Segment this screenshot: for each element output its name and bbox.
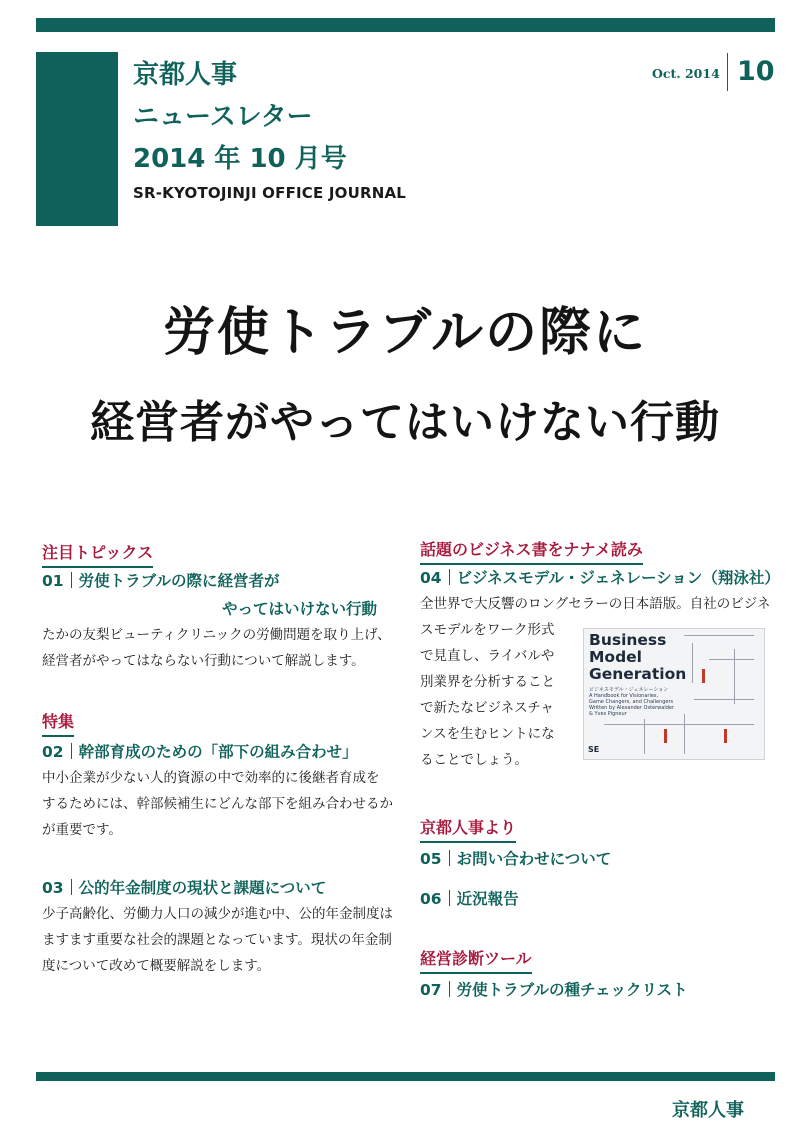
item-title: 幹部育成のための「部下の組み合わせ」	[78, 743, 358, 761]
main-title-line-1: 労使トラブルの際に	[163, 303, 647, 363]
item-number: 05	[420, 850, 442, 868]
main-title-line-2: 経営者がやってはいけない行動	[90, 397, 720, 448]
item-number: 06	[420, 890, 442, 908]
toc-item-05[interactable]	[420, 847, 611, 869]
title-line-2: ニュースレター	[133, 102, 313, 132]
top-bar	[36, 18, 775, 32]
sketch-line	[709, 659, 754, 660]
toc-item-07[interactable]	[420, 978, 688, 1000]
section-heading-diagnosis: 経営診断ツール	[420, 946, 532, 974]
toc-item-04[interactable]	[420, 566, 780, 588]
issue-divider	[727, 53, 728, 91]
item-separator	[71, 879, 72, 895]
item-title: 公的年金制度の現状と課題について	[78, 879, 327, 897]
item-separator	[449, 890, 450, 906]
item-title: 労使トラブルの際に経営者が	[78, 572, 280, 590]
item-02-description: 中小企業が少ない人的資源の中で効率的に後継者育成を するためには、幹部候補生にどんな部下を組み合わせるか が重要です。	[42, 770, 393, 838]
title-line-1: 京都人事	[133, 60, 238, 90]
item-01-description: たかの友梨ビューティクリニックの労働問題を取り上げ、 経営者がやってはならない行動について解説します。	[42, 627, 391, 669]
item-number: 02	[42, 743, 64, 761]
item-number: 03	[42, 879, 64, 897]
issue-number: 10	[737, 56, 775, 87]
sketch-line	[734, 649, 735, 704]
sketch-line	[694, 699, 754, 700]
item-title: 労使トラブルの種チェックリスト	[456, 981, 688, 999]
sketch-line	[604, 724, 754, 725]
title-line-3: 2014 年 10 月号	[133, 144, 347, 174]
header-color-block	[36, 52, 118, 226]
section-heading-feature: 特集	[42, 709, 74, 737]
toc-item-01[interactable]	[42, 569, 279, 591]
toc-item-03[interactable]	[42, 876, 326, 898]
section-heading-kyoto: 京都人事より	[420, 815, 516, 843]
item-title: 近況報告	[456, 890, 519, 908]
sketch-tie	[724, 729, 727, 743]
publisher-mark: SE	[588, 745, 600, 754]
section-heading-book: 話題のビジネス書をナナメ読み	[420, 537, 643, 565]
sketch-line	[684, 635, 754, 636]
bottom-bar	[36, 1072, 775, 1081]
journal-name: SR-KYOTOJINJI OFFICE JOURNAL	[133, 184, 407, 202]
item-separator	[71, 743, 72, 759]
newsletter-title	[133, 54, 347, 180]
section-heading-topics: 注目トピックス	[42, 540, 153, 568]
item-03-description: 少子高齢化、労働力人口の減少が進む中、公的年金制度は ますます重要な社会的課題となっています。現状の年金制 度について改めて概要解説をします。	[42, 906, 393, 974]
sketch-line	[692, 643, 693, 683]
book-cover-image	[583, 628, 765, 760]
sketch-line	[644, 719, 645, 754]
item-title: ビジネスモデル・ジェネレーション（翔泳社）	[456, 569, 780, 587]
item-number: 07	[420, 981, 442, 999]
item-separator	[449, 569, 450, 585]
item-title: お問い合わせについて	[456, 850, 612, 868]
item-separator	[71, 572, 72, 588]
item-number: 01	[42, 572, 64, 590]
toc-item-02[interactable]	[42, 740, 358, 762]
issue-date: Oct. 2014	[652, 66, 720, 81]
item-04-description: 全世界で大反響のロングセラーの日本語版。自社のビジネ スモデルをワーク形式 で見直し、ライバルや 別業界を分析すること で新たなビジネスチャ ンスを生むヒントにな ることでしょう。	[420, 596, 771, 768]
sketch-line	[684, 714, 685, 754]
book-cover-title: Business Model Generation	[589, 631, 687, 683]
sketch-tie	[702, 669, 705, 683]
item-separator	[449, 981, 450, 997]
toc-item-01-line-2[interactable]: やってはいけない行動	[222, 600, 378, 618]
toc-item-06[interactable]	[420, 887, 519, 909]
book-cover-text: ビジネスモデル・ジェネレーション A Handbook for Visionaries, Game Changers, and Challengers Written by Alexander Osterwalder & Yves Pigneur	[589, 687, 675, 717]
item-number: 04	[420, 569, 442, 587]
item-separator	[449, 850, 450, 866]
sketch-tie	[664, 729, 667, 743]
footer-name: 京都人事	[672, 1100, 744, 1121]
